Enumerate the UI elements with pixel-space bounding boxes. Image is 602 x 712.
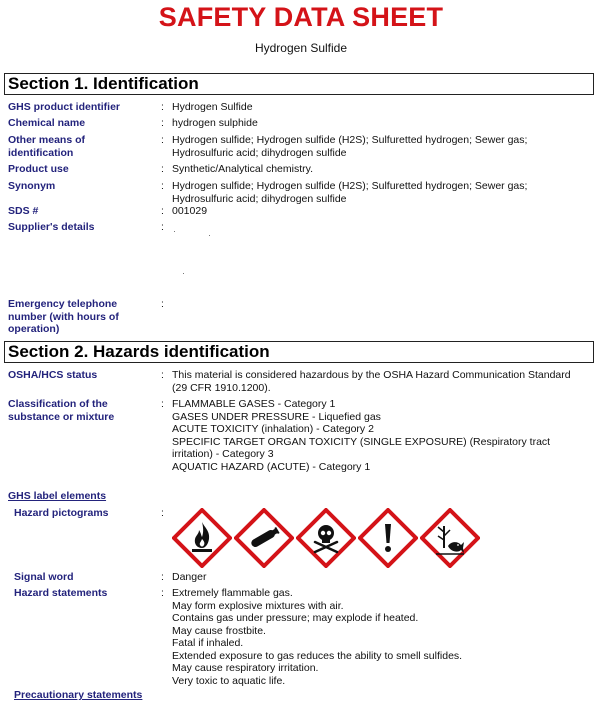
synonym-label: Synonym [8,180,56,192]
hazard-pictograms-label: Hazard pictograms [14,507,109,519]
scan-speck [174,231,175,232]
colon: : [161,507,164,519]
chemical-name-value: hydrogen sulphide [172,117,258,129]
environment-icon [420,508,480,568]
skull-crossbones-icon [296,508,356,568]
section-2-header: Section 2. Hazards identification [4,341,594,363]
scan-speck [183,273,184,274]
colon: : [161,101,164,113]
colon: : [161,134,164,146]
hazard-statements-value: Extremely flammable gas. May form explosive mixtures with air. Contains gas under pressure; may explode if heated. May cause frostbite. Fatal if inhaled. Extended exposure to gas reduces the ability to smell sulfides. May cause respiratory irritation. Very toxic to aquatic life. [172,587,463,687]
colon: : [161,117,164,129]
sds-number-label: SDS # [8,205,39,217]
sds-number-value: 001029 [172,205,208,217]
emergency-phone-label: Emergency telephone number (with hours of operation) [8,298,119,335]
synonym-value: Hydrogen sulfide; Hydrogen sulfide (H2S); Sulfuretted hydrogen; Sewer gas; Hydrosulfuric acid; dihydrogen sulfide [172,180,528,205]
colon: : [161,587,164,599]
other-means-label: Other means of identification [8,134,86,159]
precautionary-statements-heading: Precautionary statements [14,689,143,701]
colon: : [161,180,164,192]
product-use-value: Synthetic/Analytical chemistry. [172,163,314,175]
classification-value: FLAMMABLE GASES - Category 1 GASES UNDER PRESSURE - Liquefied gas ACUTE TOXICITY (inhalation) - Category 2 SPECIFIC TARGET ORGAN TOXICITY (SINGLE EXPOSURE) (Respiratory tract irritation) - Category 3 AQUATIC HAZARD (ACUTE) - Category 1 [172,398,551,473]
colon: : [161,163,164,175]
colon: : [161,221,164,233]
document-title: SAFETY DATA SHEET [158,2,444,32]
colon: : [161,298,164,310]
colon: : [161,398,164,410]
hazard-statements-label: Hazard statements [14,587,108,599]
product-use-label: Product use [8,163,69,175]
gas-cylinder-icon [234,508,294,568]
ghs-product-identifier-value: Hydrogen Sulfide [172,101,253,113]
colon: : [161,205,164,217]
classification-label: Classification of the substance or mixture [8,398,115,423]
supplier-details-label: Supplier's details [8,221,95,233]
section-1-header: Section 1. Identification [4,73,594,95]
colon: : [161,369,164,381]
product-name: Hydrogen Sulfide [254,41,348,55]
ghs-label-elements-heading: GHS label elements [8,490,107,502]
osha-status-label: OSHA/HCS status [8,369,98,381]
chemical-name-label: Chemical name [8,117,86,129]
scan-speck [209,235,210,236]
signal-word-value: Danger [172,571,207,583]
colon: : [161,571,164,583]
ghs-product-identifier-label: GHS product identifier [8,101,121,113]
flame-icon [172,508,232,568]
other-means-value: Hydrogen sulfide; Hydrogen sulfide (H2S); Sulfuretted hydrogen; Sewer gas; Hydrosulfuric acid; dihydrogen sulfide [172,134,528,159]
osha-status-value: This material is considered hazardous by the OSHA Hazard Communication Standard (29 CFR 1910.1200). [172,369,571,394]
exclamation-mark-icon [358,508,418,568]
signal-word-label: Signal word [14,571,74,583]
